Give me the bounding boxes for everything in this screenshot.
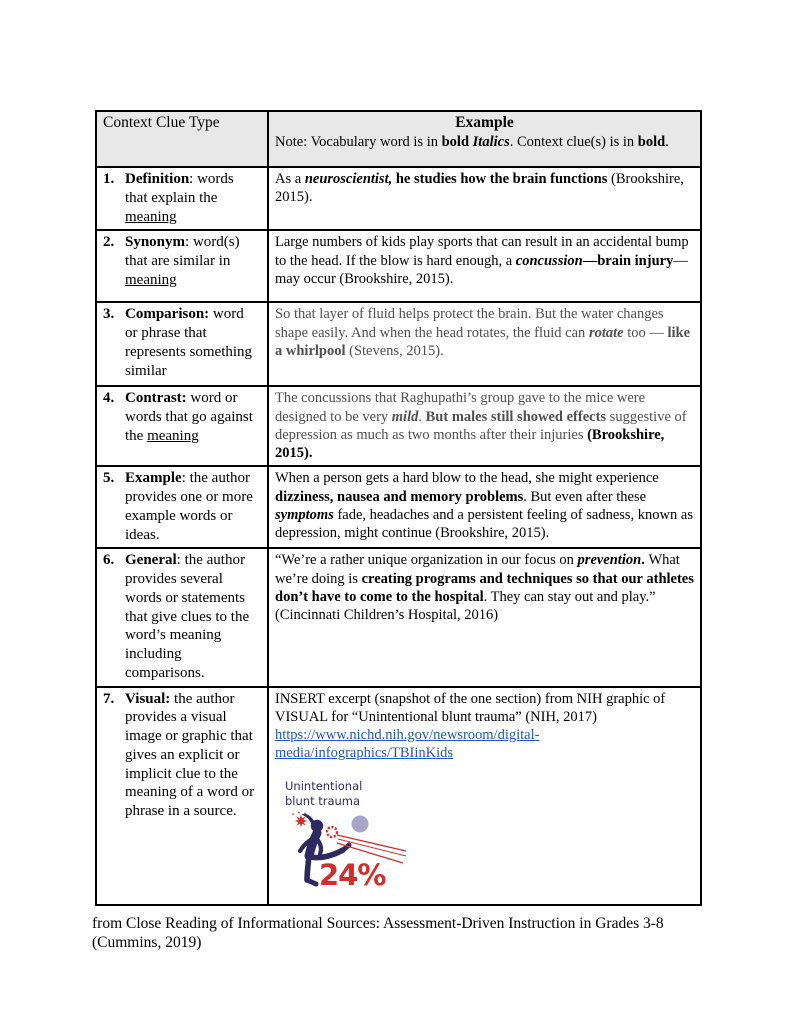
row-number: 2. [103, 234, 115, 251]
example-cell-comparison: So that layer of fluid helps protect the brain. But the water changes shape easily. And when the head rotates, the fluid can rotate too — like a whirlpool (Stevens, 2015). [268, 302, 701, 386]
nih-infographic-link[interactable]: https://www.nichd.nih.gov/newsroom/digital- [275, 727, 540, 744]
row-number: 5. [103, 470, 115, 487]
table-header-row [96, 111, 701, 167]
infographic-percentage: 24% [319, 857, 386, 889]
table-row-visual [96, 687, 701, 905]
example-cell-general: “We’re a rather unique organization in our focus on prevention. What we’re doing is creating programs and techniques so that our athletes don’t have to come to the hospital. They can stay out and play.” (Cincinnati Children’s Hospital, 2016) [268, 548, 701, 686]
example-cell-definition: As a neuroscientist, he studies how the brain functions (Brookshire, 2015). [268, 167, 701, 230]
table-row-contrast [96, 386, 701, 466]
figure-front-arm [317, 839, 321, 854]
table-row-comparison [96, 302, 701, 386]
spark-dot [292, 813, 294, 815]
example-cell-example: When a person gets a hard blow to the head, she might experience dizziness, nausea and memory problems. But even after these symptoms fade, headaches and a persistent feeling of sadness, known as depression, might continue (Brookshire, 2015). [268, 466, 701, 548]
table-row-example [96, 466, 701, 548]
row-number: 1. [103, 171, 115, 187]
attribution-line-2: (Cummins, 2019) [92, 933, 202, 951]
source-attribution [92, 914, 712, 953]
clue-description: Example: the author provides one or more example words or ideas. [125, 470, 253, 543]
table-row-general [96, 548, 701, 686]
clue-cell-synonym [96, 230, 268, 302]
example-cell-visual [268, 687, 701, 905]
example-cell-contrast: The concussions that Raghupathi’s group gave to the mice were designed to be very mild. But males still showed effects suggestive of depression as much as two months after their injuries (Brookshire, 2015). [268, 386, 701, 466]
clue-description: Contrast: word or words that go against the meaning [125, 390, 253, 444]
clue-description: Comparison: word or phrase that represents something similar [125, 306, 253, 379]
kicking-person-graphic [287, 811, 412, 889]
spark-dot [298, 811, 300, 813]
clue-cell-definition [96, 167, 268, 230]
infographic-caption: Unintentional blunt trauma [285, 778, 363, 808]
clue-description: Definition: words that explain the meaning [125, 171, 234, 225]
table-row-definition [96, 167, 701, 230]
table-row-synonym [96, 230, 701, 302]
example-header-title: Example [455, 114, 514, 131]
row-number: 4. [103, 390, 115, 407]
column-header-clue-type: Context Clue Type [96, 111, 268, 167]
figure-standing-leg [307, 856, 309, 880]
clue-cell-general [96, 548, 268, 686]
clue-cell-visual [96, 687, 268, 905]
clue-cell-contrast [96, 386, 268, 466]
column-header-example [268, 111, 701, 167]
nih-infographic-link[interactable]: media/infographics/TBIinKids [275, 745, 453, 762]
clue-description: Synonym: word(s) that are similar in meaning [125, 234, 240, 288]
row-number: 6. [103, 552, 115, 569]
row-number: 3. [103, 306, 115, 323]
ball-icon [352, 815, 369, 832]
attribution-line-1: from Close Reading of Informational Sources: Assessment-Driven Instruction in Grades 3-8 [92, 914, 664, 932]
figure-kicking-leg [311, 850, 343, 858]
row-number: 7. [103, 690, 115, 707]
clue-cell-comparison [96, 302, 268, 386]
figure-standing-foot [307, 880, 316, 884]
example-header-note: Note: Vocabulary word is in bold Italics. Context clue(s) is in bold. [275, 133, 669, 150]
clue-description: General: the author provides several words or statements that give clues to the word’s meaning including comparisons. [125, 552, 250, 681]
tbi-infographic [285, 779, 694, 889]
visual-example-text: INSERT excerpt (snapshot of the one section) from NIH graphic of VISUAL for “Unintentional blunt trauma” (NIH, 2017) https://www.nichd.nih.gov/newsroom/digital- media/infographics/TBIinKids [275, 690, 666, 762]
clue-description: Visual: the author provides a visual image or graphic that gives an explicit or implicit clue to the meaning of a word or phrase in a source. [125, 690, 255, 820]
impact-gear-icon [327, 827, 337, 837]
example-cell-synonym: Large numbers of kids play sports that can result in an accidental bump to the head. If the blow is hard enough, a concussion—brain injury—may occur (Brookshire, 2015). [268, 230, 701, 302]
context-clue-table [95, 110, 702, 906]
document-body [92, 110, 703, 952]
clue-cell-example [96, 466, 268, 548]
